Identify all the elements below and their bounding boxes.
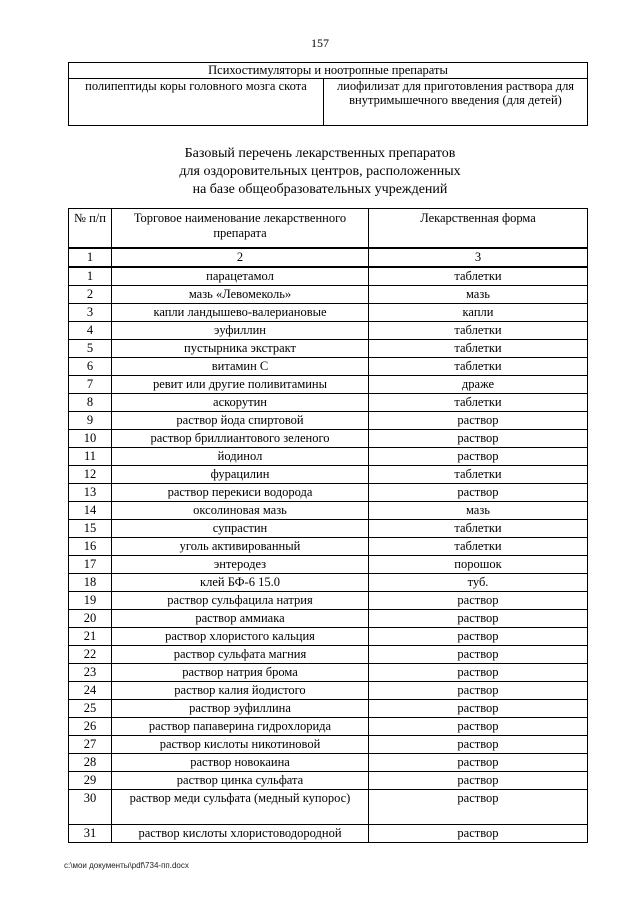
col-number-1: 1 xyxy=(69,248,112,267)
row-form: таблетки xyxy=(369,466,588,484)
row-number: 17 xyxy=(69,556,112,574)
table-row xyxy=(69,772,588,790)
row-name: раствор цинка сульфата xyxy=(112,772,369,790)
row-name: парацетамол xyxy=(112,267,369,286)
row-name: раствор йода спиртовой xyxy=(112,412,369,430)
row-number: 18 xyxy=(69,574,112,592)
table-row xyxy=(69,646,588,664)
row-number: 7 xyxy=(69,376,112,394)
row-number: 28 xyxy=(69,754,112,772)
row-number: 20 xyxy=(69,610,112,628)
heading-line-3: на базе общеобразовательных учреждений xyxy=(192,182,448,197)
row-form: раствор xyxy=(369,700,588,718)
row-form: таблетки xyxy=(369,267,588,286)
table-row xyxy=(69,825,588,843)
row-name: капли ландышево-валериановые xyxy=(112,304,369,322)
table-row xyxy=(69,682,588,700)
col-number-2: 2 xyxy=(112,248,369,267)
row-number: 31 xyxy=(69,825,112,843)
row-number: 4 xyxy=(69,322,112,340)
row-form: раствор xyxy=(369,736,588,754)
table-row xyxy=(69,340,588,358)
table-row xyxy=(69,736,588,754)
row-number: 22 xyxy=(69,646,112,664)
row-name: раствор перекиси водорода xyxy=(112,484,369,502)
row-form: раствор xyxy=(369,484,588,502)
row-form: таблетки xyxy=(369,322,588,340)
row-form: раствор xyxy=(369,682,588,700)
row-form: таблетки xyxy=(369,394,588,412)
row-number: 26 xyxy=(69,718,112,736)
row-number: 11 xyxy=(69,448,112,466)
table-row xyxy=(69,718,588,736)
table-row xyxy=(69,322,588,340)
table-row xyxy=(69,376,588,394)
table-row xyxy=(69,430,588,448)
table-row xyxy=(69,628,588,646)
header-name: Торговое наименование лекарственного препарата xyxy=(112,209,369,249)
row-name: витамин С xyxy=(112,358,369,376)
row-name: раствор бриллиантового зеленого xyxy=(112,430,369,448)
drug-form-cell: лиофилизат для приготовления раствора для внутримышечного введения (для детей) xyxy=(324,79,588,126)
row-name: эуфиллин xyxy=(112,322,369,340)
row-number: 12 xyxy=(69,466,112,484)
row-form: таблетки xyxy=(369,358,588,376)
category-title: Психостимуляторы и ноотропные препараты xyxy=(69,63,588,79)
list-heading xyxy=(0,145,640,199)
table-header-row xyxy=(69,209,588,249)
row-form: раствор xyxy=(369,610,588,628)
table-row xyxy=(69,754,588,772)
row-name: раствор аммиака xyxy=(112,610,369,628)
row-name: раствор папаверина гидрохлорида xyxy=(112,718,369,736)
row-number: 29 xyxy=(69,772,112,790)
row-name: раствор хлористого кальция xyxy=(112,628,369,646)
page-number: 157 xyxy=(311,36,329,50)
table-row xyxy=(69,394,588,412)
row-name: раствор натрия брома xyxy=(112,664,369,682)
row-form: раствор xyxy=(369,754,588,772)
heading-line-2: для оздоровительных центров, расположенных xyxy=(179,164,461,179)
row-number: 6 xyxy=(69,358,112,376)
row-form: раствор xyxy=(369,628,588,646)
row-name: энтеродез xyxy=(112,556,369,574)
header-form: Лекарственная форма xyxy=(369,209,588,249)
row-form: раствор xyxy=(369,790,588,825)
row-number: 15 xyxy=(69,520,112,538)
row-name: оксолиновая мазь xyxy=(112,502,369,520)
row-form: раствор xyxy=(369,664,588,682)
table-row xyxy=(69,484,588,502)
table-row xyxy=(69,574,588,592)
row-form: капли xyxy=(369,304,588,322)
row-form: туб. xyxy=(369,574,588,592)
psychostimulants-table xyxy=(68,62,588,126)
table-row xyxy=(69,790,588,825)
table-row xyxy=(69,700,588,718)
row-form: драже xyxy=(369,376,588,394)
row-form: раствор xyxy=(369,412,588,430)
table-row xyxy=(69,412,588,430)
row-number: 30 xyxy=(69,790,112,825)
row-form: раствор xyxy=(369,646,588,664)
row-number: 16 xyxy=(69,538,112,556)
row-number: 27 xyxy=(69,736,112,754)
row-form: таблетки xyxy=(369,520,588,538)
row-name: супрастин xyxy=(112,520,369,538)
row-name: раствор кислоты никотиновой xyxy=(112,736,369,754)
row-name: раствор эуфиллина xyxy=(112,700,369,718)
row-form: таблетки xyxy=(369,340,588,358)
row-name: фурацилин xyxy=(112,466,369,484)
table-row xyxy=(69,448,588,466)
row-number: 2 xyxy=(69,286,112,304)
row-name: клей БФ-6 15.0 xyxy=(112,574,369,592)
row-name: раствор сульфацила натрия xyxy=(112,592,369,610)
row-form: мазь xyxy=(369,502,588,520)
row-form: раствор xyxy=(369,430,588,448)
row-number: 5 xyxy=(69,340,112,358)
row-name: ревит или другие поливитамины xyxy=(112,376,369,394)
table-row xyxy=(69,664,588,682)
row-number: 8 xyxy=(69,394,112,412)
drug-name-cell: полипептиды коры головного мозга скота xyxy=(69,79,324,126)
row-number: 3 xyxy=(69,304,112,322)
row-number: 23 xyxy=(69,664,112,682)
row-number: 13 xyxy=(69,484,112,502)
row-number: 25 xyxy=(69,700,112,718)
table-row xyxy=(69,286,588,304)
row-form: раствор xyxy=(369,718,588,736)
row-name: раствор сульфата магния xyxy=(112,646,369,664)
row-form: порошок xyxy=(369,556,588,574)
row-number: 1 xyxy=(69,267,112,286)
row-number: 14 xyxy=(69,502,112,520)
row-form: раствор xyxy=(369,448,588,466)
row-name: уголь активированный xyxy=(112,538,369,556)
table-row xyxy=(69,358,588,376)
table-row xyxy=(69,538,588,556)
table-row xyxy=(69,556,588,574)
row-name: мазь «Левомеколь» xyxy=(112,286,369,304)
row-name: йодинол xyxy=(112,448,369,466)
table-row xyxy=(69,502,588,520)
row-name: раствор меди сульфата (медный купорос) xyxy=(112,790,369,825)
heading-line-1: Базовый перечень лекарственных препаратов xyxy=(184,146,456,161)
row-number: 9 xyxy=(69,412,112,430)
row-form: мазь xyxy=(369,286,588,304)
row-name: аскорутин xyxy=(112,394,369,412)
table-row xyxy=(69,610,588,628)
header-num: № п/п xyxy=(69,209,112,249)
row-number: 10 xyxy=(69,430,112,448)
row-form: раствор xyxy=(369,825,588,843)
row-number: 24 xyxy=(69,682,112,700)
row-form: раствор xyxy=(369,772,588,790)
row-name: раствор калия йодистого xyxy=(112,682,369,700)
table-row xyxy=(69,466,588,484)
table-row xyxy=(69,520,588,538)
row-name: раствор кислоты хлористоводородной xyxy=(112,825,369,843)
col-number-3: 3 xyxy=(369,248,588,267)
table-row xyxy=(69,592,588,610)
row-name: раствор новокаина xyxy=(112,754,369,772)
column-number-row xyxy=(69,248,588,267)
medicines-table xyxy=(68,208,588,843)
row-form: раствор xyxy=(369,592,588,610)
table-row xyxy=(69,304,588,322)
row-form: таблетки xyxy=(369,538,588,556)
row-name: пустырника экстракт xyxy=(112,340,369,358)
table-row xyxy=(69,267,588,286)
row-number: 21 xyxy=(69,628,112,646)
row-number: 19 xyxy=(69,592,112,610)
file-path: c:\мои документы\pdf\734-пп.docx xyxy=(64,861,189,870)
